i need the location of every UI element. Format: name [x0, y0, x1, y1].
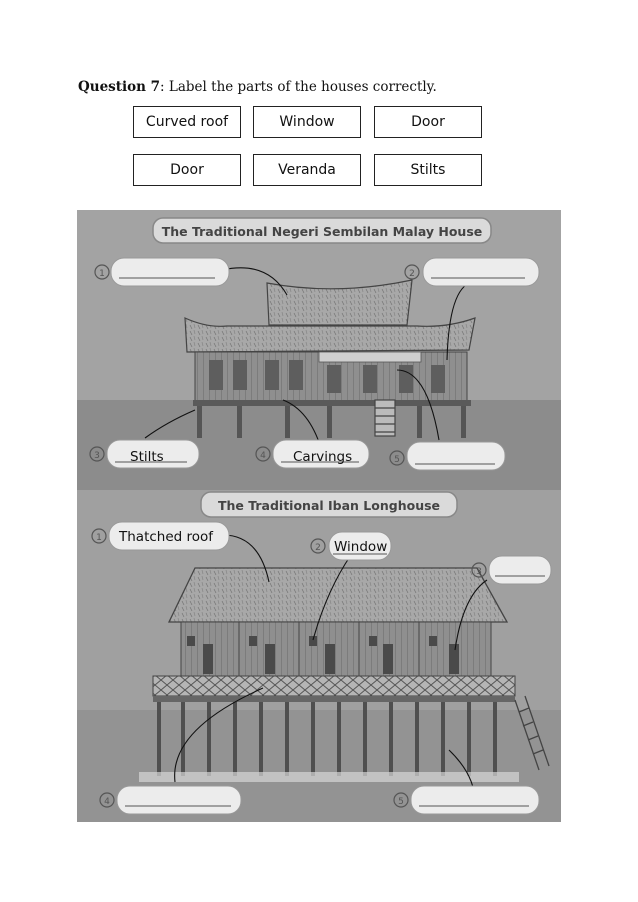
malay-answer-4: Carvings [293, 449, 353, 465]
iban-title-banner [201, 492, 457, 517]
malay-title-banner [153, 218, 491, 243]
iban-answer-pill-4[interactable] [117, 786, 241, 814]
iban-label-1 [92, 522, 229, 550]
iban-title: The Traditional Iban Longhouse [217, 498, 441, 513]
malay-label-2-number: 2 [409, 269, 415, 279]
iban-label-3-number: 3 [476, 567, 482, 577]
malay-answer-pill-5[interactable] [407, 442, 505, 470]
iban-label-5-number: 5 [398, 797, 404, 807]
malay-title: The Traditional Negeri Sembilan Malay House [161, 224, 483, 239]
iban-label-2-number: 2 [315, 543, 321, 553]
malay-label-1-number: 1 [99, 269, 105, 279]
malay-label-5-number: 5 [394, 455, 400, 465]
malay-label-3-number: 3 [94, 451, 100, 461]
iban-label-4-number: 4 [104, 797, 110, 807]
malay-answer-pill-2[interactable] [423, 258, 539, 286]
word-bank-box-3: Door [374, 106, 482, 138]
malay-label-4-number: 4 [260, 451, 266, 461]
iban-answer-pill-3[interactable] [489, 556, 551, 584]
iban-answer-1: Thatched roof [119, 529, 214, 545]
iban-answer-2: Window [334, 539, 388, 555]
word-bank-box-5: Veranda [253, 154, 361, 186]
iban-ground [139, 772, 519, 782]
malay-steps [375, 400, 395, 436]
iban-veranda-floor [153, 696, 515, 702]
malay-answer-pill-1[interactable] [111, 258, 229, 286]
word-bank-box-2: Window [253, 106, 361, 138]
iban-veranda-railing [153, 676, 515, 696]
word-bank-box-1: Curved roof [133, 106, 241, 138]
malay-carved-panel [319, 352, 421, 362]
iban-walls [181, 622, 491, 678]
iban-answer-pill-5[interactable] [411, 786, 539, 814]
worksheet-illustration [77, 210, 561, 822]
word-bank-box-4: Door [133, 154, 241, 186]
question-text [78, 79, 437, 95]
iban-label-4 [100, 786, 241, 814]
question-number: Question 7 [78, 79, 161, 95]
malay-label-1 [95, 258, 229, 286]
malay-answer-3: Stilts [130, 449, 164, 465]
word-bank-box-6: Stilts [374, 154, 482, 186]
iban-label-1-number: 1 [96, 533, 102, 543]
iban-label-5 [394, 786, 539, 814]
question-instruction: : Label the parts of the houses correctly. [160, 79, 437, 95]
